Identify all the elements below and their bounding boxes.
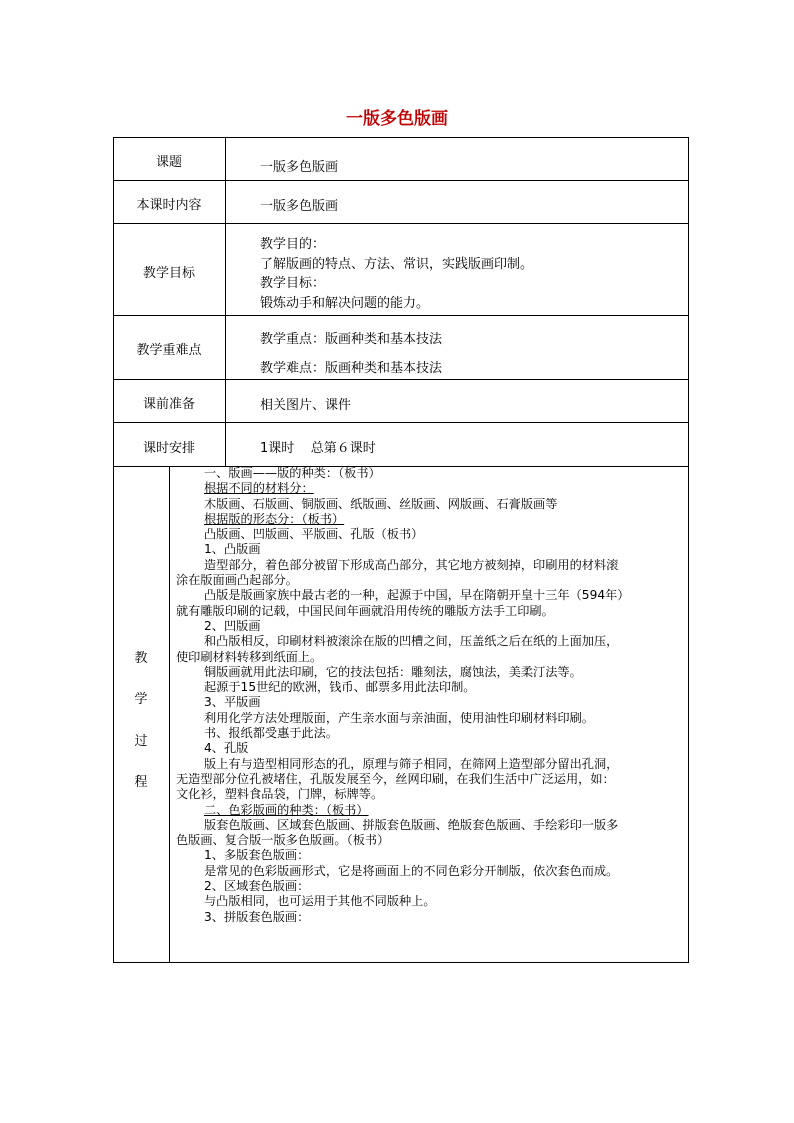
process-line: 涂在版面画凸起部分。 — [176, 573, 298, 588]
process-line: 色版画、复合版一版多色版画。（板书） — [176, 833, 390, 848]
process-line: 1、多版套色版画： — [204, 848, 310, 863]
goals-line: 教学目标： — [260, 276, 326, 291]
process-line: 一、版画——版的种类：（板书） — [204, 466, 381, 480]
process-line: 造型部分，着色部分被留下形成高凸部分，其它地方被刻掉，印刷用的材料滚 — [204, 557, 619, 572]
process-line: 就有雕版印刷的记载，中国民间年画就沿用传统的雕版方法手工印刷。 — [176, 603, 554, 618]
process-line: 与凸版相同，也可运用于其他不同版种上。 — [204, 894, 436, 909]
process-line: 1、凸版画 — [204, 542, 261, 557]
process-line: 和凸版相反，印刷材料被滚涂在版的凹槽之间，压盖纸之后在纸的上面加压， — [204, 634, 619, 649]
page-title: 一版多色版画 — [346, 109, 448, 129]
process-line: 是常见的色彩版画形式，它是将画面上的不同色彩分开制版，依次套色而成。 — [204, 863, 619, 878]
key-points-label: 教学重难点 — [136, 343, 202, 358]
process-line — [176, 512, 681, 527]
process-label-char: 过 — [134, 734, 148, 749]
row-divider — [113, 180, 689, 181]
column-divider — [225, 137, 226, 466]
schedule-value: 1课时 总第６课时 — [260, 441, 376, 456]
process-line: 版上有与造型相同形态的孔，原理与筛子相同，在筛网上造型部分留出孔洞， — [204, 756, 619, 771]
process-label-char: 程 — [134, 775, 148, 790]
process-subheading: 根据版的形态分：（板书） — [204, 511, 345, 526]
process-line — [176, 803, 681, 818]
process-line: 无造型部分位孔被堵住，孔版发展至今，丝网印刷，在我们生活中广泛运用，如： — [176, 771, 615, 786]
process-label-char: 学 — [134, 692, 148, 707]
process-line: 起源于15世纪的欧洲，钱币、邮票多用此法印制。 — [204, 680, 476, 695]
process-line: 4、孔版 — [204, 741, 249, 756]
process-line: 3、拼版套色版画： — [204, 909, 310, 924]
key-point-line: 教学重点：版画种类和基本技法 — [260, 332, 443, 347]
process-line: 铜版画就用此法印刷，它的技法包括：雕刻法，腐蚀法，美柔汀法等。 — [204, 664, 582, 679]
goals-line: 教学目的： — [260, 237, 326, 252]
process-label-char: 教 — [134, 651, 148, 666]
process-line: 书、报纸都受惠于此法。 — [204, 726, 339, 741]
schedule-label: 课时安排 — [142, 441, 195, 456]
row-divider — [113, 422, 689, 423]
process-body — [176, 466, 681, 925]
process-line: 凸版画、凹版画、平版画、孔版（板书） — [204, 527, 424, 542]
row-divider — [113, 223, 689, 224]
row-divider — [113, 315, 689, 316]
topic-value: 一版多色版画 — [260, 160, 339, 175]
content-label: 本课时内容 — [136, 198, 202, 213]
process-line: 版套色版画、区域套色版画、拼版套色版画、绝版套色版画、手绘彩印一版多 — [204, 817, 619, 832]
process-line: 使印刷材料转移到纸面上。 — [176, 649, 323, 664]
process-subheading: 二、色彩版画的种类：（板书） — [204, 802, 369, 817]
topic-label: 课题 — [155, 155, 182, 170]
process-line — [176, 481, 681, 496]
column-divider — [169, 466, 170, 963]
difficult-point-line: 教学难点：版画种类和基本技法 — [260, 361, 443, 376]
process-line: 文化衫，塑料食品袋，门牌，标牌等。 — [176, 787, 384, 802]
process-line: 3、平版画 — [204, 695, 261, 710]
row-divider — [113, 379, 689, 380]
preparation-value: 相关图片、课件 — [260, 398, 352, 413]
goals-label: 教学目标 — [142, 266, 195, 281]
process-line: 凸版是版画家族中最古老的一种，起源于中国，早在隋朝开皇十三年（594年） — [204, 588, 630, 603]
goals-line: 了解版画的特点、方法、常识，实践版画印制。 — [260, 257, 534, 272]
process-line: 2、凹版画 — [204, 618, 261, 633]
process-line: 2、区域套色版画： — [204, 879, 310, 894]
preparation-label: 课前准备 — [142, 397, 195, 412]
goals-line: 锻炼动手和解决问题的能力。 — [260, 296, 430, 311]
process-subheading: 根据不同的材料分： — [204, 481, 314, 496]
process-line: 木版画、石版画、铜版画、纸版画、丝版画、网版画、石膏版画等 — [204, 496, 558, 511]
content-value: 一版多色版画 — [260, 199, 339, 214]
process-line: 利用化学方法处理版面，产生亲水面与亲油面，使用油性印刷材料印刷。 — [204, 710, 594, 725]
